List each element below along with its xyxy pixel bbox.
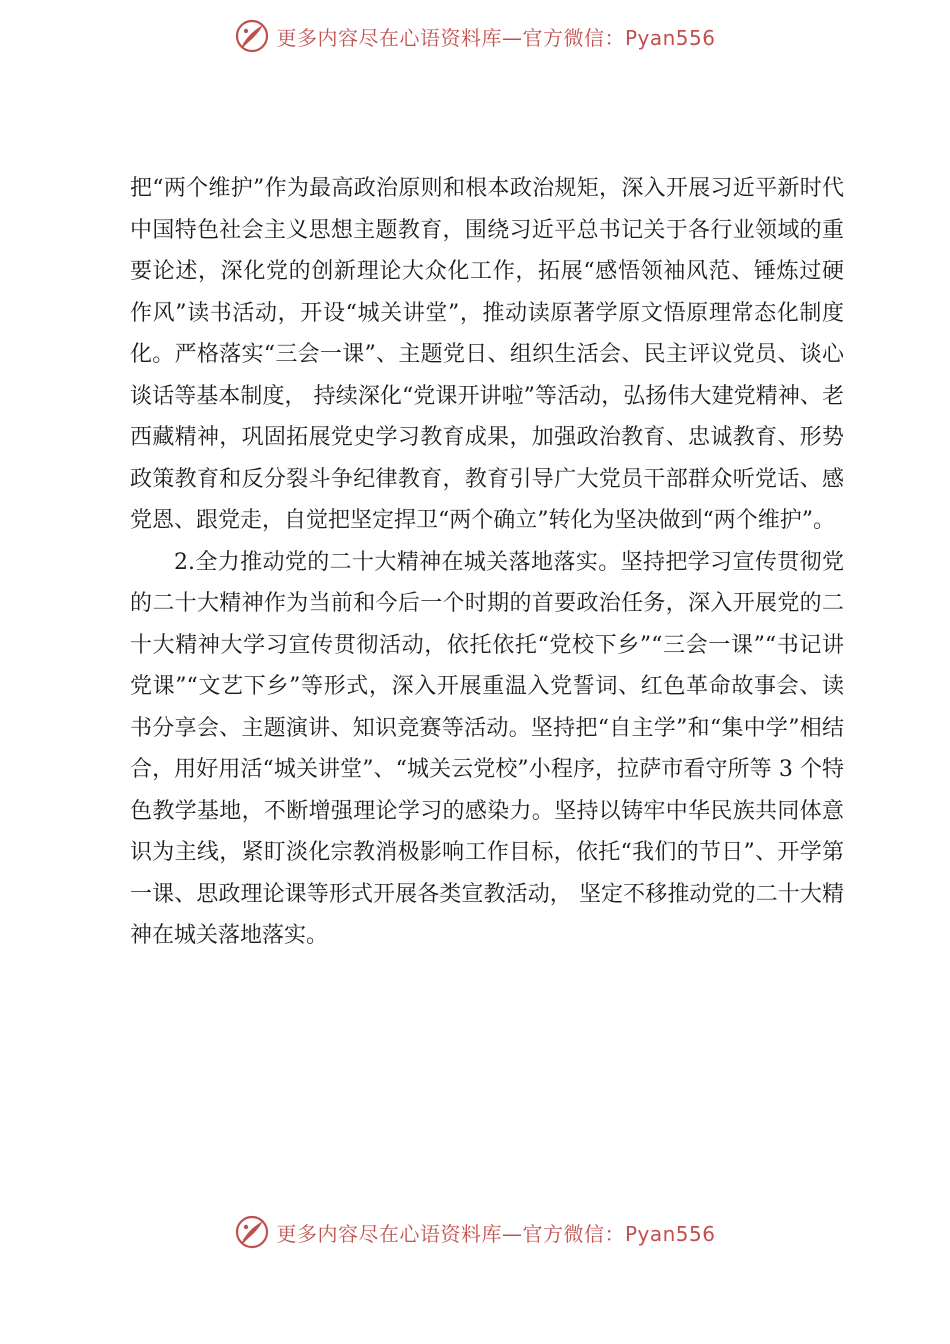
footer-banner-text: 更多内容尽在心语资料库—官方微信：Pyan556 [276,1221,716,1246]
footer-banner [0,1212,950,1252]
header-banner-text: 更多内容尽在心语资料库—官方微信：Pyan556 [276,25,716,50]
body-paragraph-1: 把“两个维护”作为最高政治原则和根本政治规矩，深入开展习近平新时代中国特色社会主义思想主题教育，围绕习近平总书记关于各行业领域的重要论述，深化党的创新理论大众化工作，拓展“感悟领袖风范、锤炼过硬作风”读书活动，开设“城关讲堂”，推动读原著学原文悟原理常态化制度化。严格落实“三会一课”、主题党日、组织生活会、民主评议党员、谈心谈话等基本制度， 持续深化“党课开讲啦”等活动，弘扬伟大建党精神、老西藏精神，巩固拓展党史学习教育成果，加强政治教育、忠诚教育、形势政策教育和反分裂斗争纪律教育，教育引导广大党员干部群众听党话、感党恩、跟党走，自觉把坚定捍卫“两个确立”转化为坚决做到“两个维护”。 [130,176,844,533]
quill-pen-logo-icon [234,18,270,54]
body-paragraph-2: 2.全力推动党的二十大精神在城关落地落实。坚持把学习宣传贯彻党的二十大精神作为当前和今后一个时期的首要政治任务，深入开展党的二十大精神大学习宣传贯彻活动，依托依托“党校下乡”“三会一课”“书记讲党课”“文艺下乡”等形式，深入开展重温入党誓词、红色革命故事会、读书分享会、主题演讲、知识竞赛等活动。坚持把“自主学”和“集中学”相结合，用好用活“城关讲堂”、“城关云党校”小程序，拉萨市看守所等 3 个特色教学基地，不断增强理论学习的感染力。坚持以铸牢中华民族共同体意识为主线，紧盯淡化宗教消极影响工作目标，依托“我们的节日”、开学第一课、思政理论课等形式开展各类宣教活动， 坚定不移推动党的二十大精神在城关落地落实。 [130,549,844,948]
quill-pen-logo-icon [234,1214,270,1250]
document-body [130,168,844,957]
header-banner [0,16,950,56]
